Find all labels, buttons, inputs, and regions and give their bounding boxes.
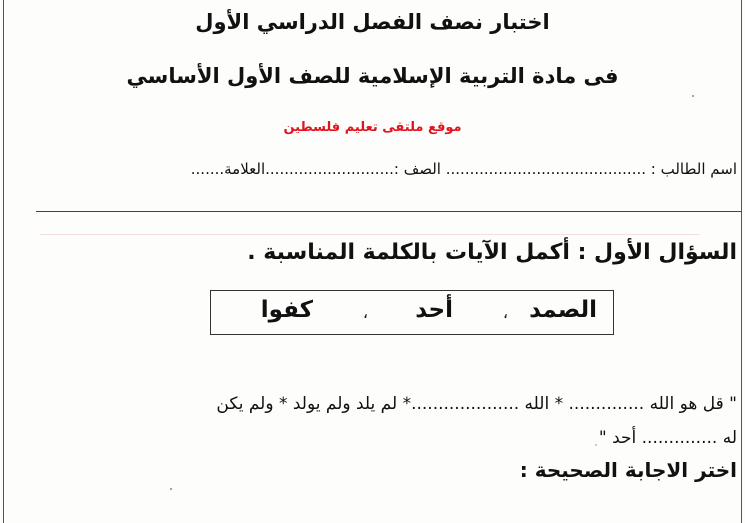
word-bank-box (210, 290, 614, 335)
word-bank-item: أحد (415, 297, 453, 323)
scan-speck (692, 95, 694, 97)
word-bank-item: كفوا (260, 297, 313, 323)
exam-subtitle: فى مادة التربية الإسلامية للصف الأول الأساسي (126, 64, 619, 88)
verse-line-2: له .............. أحد " (598, 428, 737, 448)
verse-line-1: " قل هو الله .............. * الله ....................* لم يلد ولم يولد * ولم يكن (216, 394, 737, 414)
scan-speck (170, 488, 172, 490)
student-info-line: اسم الطالب : .......................................... الصف :...........................العلامة....... (190, 160, 737, 178)
word-separator: ، (502, 303, 508, 322)
site-name: موقع ملتقى تعليم فلسطين (283, 120, 462, 135)
scan-speck (595, 444, 597, 446)
exam-title: اختبار نصف الفصل الدراسي الأول (195, 10, 550, 34)
header-divider (36, 211, 741, 212)
faint-divider (40, 234, 700, 235)
question1-title: السؤال الأول : أكمل الآيات بالكلمة المناسبة . (247, 240, 737, 265)
word-bank-item: الصمد (529, 297, 597, 323)
word-separator: ، (362, 303, 368, 322)
question2-title: اختر الاجابة الصحيحة : (519, 458, 737, 482)
